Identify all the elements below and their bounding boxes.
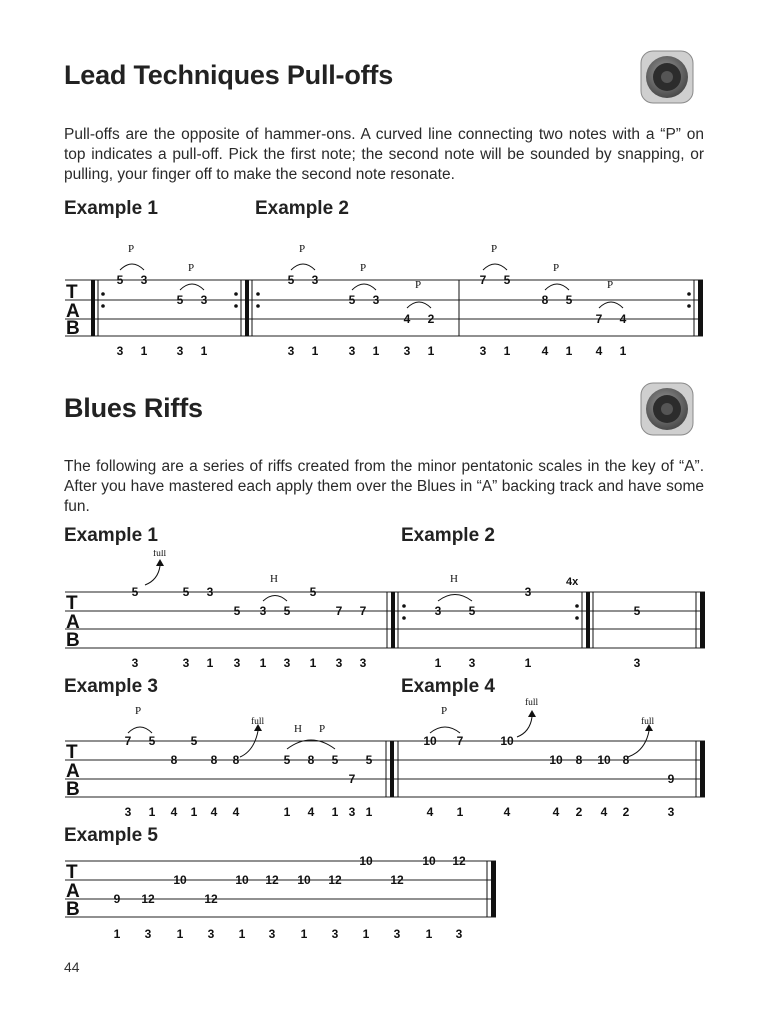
tab-note: 3 xyxy=(200,293,208,307)
pull-off-mark: P xyxy=(415,279,422,291)
finger-number: 2 xyxy=(575,805,583,819)
tab-note: 5 xyxy=(309,585,317,599)
finger-number: 1 xyxy=(113,927,121,941)
tab-note: 5 xyxy=(283,604,291,618)
finger-number: 3 xyxy=(479,344,487,358)
tab-note: 5 xyxy=(633,604,641,618)
tab-note: 8 xyxy=(541,293,549,307)
finger-number: 3 xyxy=(335,656,343,670)
tab-note: 5 xyxy=(116,273,124,287)
finger-number: 3 xyxy=(268,927,276,941)
example3-label: Example 3 xyxy=(64,676,158,697)
bend-label: full xyxy=(641,717,655,727)
finger-number: 1 xyxy=(503,344,511,358)
tab-note: 5 xyxy=(131,585,139,599)
tab-note: 9 xyxy=(113,892,121,906)
finger-number: 1 xyxy=(365,805,373,819)
finger-number: 3 xyxy=(124,805,132,819)
tab-note: 10 xyxy=(422,854,436,868)
finger-number: 1 xyxy=(372,344,380,358)
finger-number: 1 xyxy=(434,656,442,670)
finger-number: 1 xyxy=(259,656,267,670)
pull-off-mark: P xyxy=(441,705,448,717)
finger-number: 3 xyxy=(348,805,356,819)
pull-off-mark: P xyxy=(188,262,195,274)
tab-note: 7 xyxy=(479,273,487,287)
tab-note: 7 xyxy=(456,734,464,748)
tab-note: 12 xyxy=(141,892,155,906)
hammer-on-mark: H xyxy=(294,723,302,735)
tab-note: 8 xyxy=(622,753,630,767)
tab-note: 8 xyxy=(575,753,583,767)
tab-note: 5 xyxy=(176,293,184,307)
finger-number: 3 xyxy=(667,805,675,819)
tab-note: 12 xyxy=(204,892,218,906)
example5-label: Example 5 xyxy=(64,825,158,846)
tab-note: 5 xyxy=(365,753,373,767)
finger-number: 4 xyxy=(232,805,240,819)
tab-staff-2 xyxy=(0,550,768,675)
tab-note: 4 xyxy=(619,312,627,326)
bend-label: full xyxy=(153,550,167,559)
tab-note: 3 xyxy=(259,604,267,618)
tab-note: 9 xyxy=(667,772,675,786)
finger-number: 3 xyxy=(116,344,124,358)
finger-number: 1 xyxy=(619,344,627,358)
finger-number: 4 xyxy=(503,805,511,819)
tab-note: 7 xyxy=(359,604,367,618)
tab-note: 3 xyxy=(434,604,442,618)
tab-note: 12 xyxy=(452,854,466,868)
tab-note: 3 xyxy=(311,273,319,287)
finger-number: 1 xyxy=(140,344,148,358)
tab-note: 12 xyxy=(328,873,342,887)
finger-number: 1 xyxy=(200,344,208,358)
finger-number: 1 xyxy=(190,805,198,819)
tab-note: 10 xyxy=(549,753,563,767)
example1-label: Example 1 xyxy=(64,525,158,546)
pull-off-mark: P xyxy=(128,243,135,255)
tab-note: 3 xyxy=(140,273,148,287)
finger-number: 3 xyxy=(633,656,641,670)
intro-paragraph: Pull-offs are the opposite of hammer-ons. A curved line connecting two notes with a “P” on top indicates a pull-off. Pick the first note; the second note will be sounded by snapping, or pulling, your finger off to make the second note resonate. xyxy=(64,126,704,183)
tab-staff-1 xyxy=(0,230,768,365)
finger-number: 1 xyxy=(238,927,246,941)
tab-note: 12 xyxy=(265,873,279,887)
finger-number: 3 xyxy=(393,927,401,941)
blues-paragraph: The following are a series of riffs created from the minor pentatonic scales in the key of “A”. After you have mastered each apply them over the Blues in “A” backing track and have some fun. xyxy=(64,458,704,515)
finger-number: 1 xyxy=(311,344,319,358)
tab-note: 8 xyxy=(170,753,178,767)
tab-note: 12 xyxy=(390,873,404,887)
finger-number: 1 xyxy=(309,656,317,670)
tab-note: 3 xyxy=(372,293,380,307)
speaker-icon[interactable] xyxy=(638,380,696,438)
tab-note: 8 xyxy=(232,753,240,767)
hammer-on-mark: H xyxy=(450,573,458,585)
tab-note: 8 xyxy=(307,753,315,767)
bend-label: full xyxy=(525,698,539,708)
tab-note: 5 xyxy=(287,273,295,287)
tab-note: 10 xyxy=(597,753,611,767)
tab-note: 3 xyxy=(206,585,214,599)
tab-letter-t: T xyxy=(66,282,78,303)
tab-note: 10 xyxy=(500,734,514,748)
tab-note: 7 xyxy=(595,312,603,326)
finger-number: 3 xyxy=(455,927,463,941)
tab-note: 7 xyxy=(124,734,132,748)
tab-note: 3 xyxy=(524,585,532,599)
tab-note: 10 xyxy=(423,734,437,748)
finger-number: 1 xyxy=(176,927,184,941)
tab-note: 5 xyxy=(331,753,339,767)
tab-note: 8 xyxy=(210,753,218,767)
finger-number: 3 xyxy=(403,344,411,358)
page-number: 44 xyxy=(64,959,80,975)
finger-number: 3 xyxy=(331,927,339,941)
pull-off-mark: P xyxy=(360,262,367,274)
tab-note: 10 xyxy=(173,873,187,887)
tab-note: 4 xyxy=(403,312,411,326)
example4-label: Example 4 xyxy=(401,676,495,697)
finger-number: 3 xyxy=(176,344,184,358)
finger-number: 3 xyxy=(182,656,190,670)
example2-label: Example 2 xyxy=(255,198,349,219)
finger-number: 3 xyxy=(283,656,291,670)
finger-number: 4 xyxy=(600,805,608,819)
finger-number: 1 xyxy=(300,927,308,941)
finger-number: 4 xyxy=(552,805,560,819)
tab-note: 5 xyxy=(233,604,241,618)
finger-number: 4 xyxy=(595,344,603,358)
pull-off-mark: P xyxy=(491,243,498,255)
tab-note: 5 xyxy=(468,604,476,618)
finger-number: 2 xyxy=(622,805,630,819)
tab-letter-b: B xyxy=(66,899,80,920)
finger-number: 4 xyxy=(307,805,315,819)
finger-number: 1 xyxy=(362,927,370,941)
finger-number: 1 xyxy=(456,805,464,819)
section-title: Blues Riffs xyxy=(64,393,203,423)
tab-letter-a: A xyxy=(66,761,80,782)
tab-note: 7 xyxy=(348,772,356,786)
tab-letter-b: B xyxy=(66,630,80,651)
finger-number: 3 xyxy=(233,656,241,670)
finger-number: 3 xyxy=(207,927,215,941)
tab-letter-t: T xyxy=(66,593,78,614)
speaker-icon[interactable] xyxy=(638,48,696,106)
finger-number: 4 xyxy=(541,344,549,358)
pull-off-mark: P xyxy=(299,243,306,255)
repeat-count: 4x xyxy=(566,576,579,588)
finger-number: 1 xyxy=(331,805,339,819)
hammer-on-mark: H xyxy=(270,573,278,585)
tab-note: 5 xyxy=(190,734,198,748)
tab-note: 5 xyxy=(182,585,190,599)
finger-number: 3 xyxy=(468,656,476,670)
tab-letter-a: A xyxy=(66,301,80,322)
finger-number: 4 xyxy=(426,805,434,819)
example1-label: Example 1 xyxy=(64,198,158,219)
tab-staff-3 xyxy=(0,695,768,825)
tab-note: 10 xyxy=(297,873,311,887)
finger-number: 1 xyxy=(427,344,435,358)
tab-note: 5 xyxy=(148,734,156,748)
finger-number: 4 xyxy=(170,805,178,819)
pull-off-mark: P xyxy=(553,262,560,274)
page-title: Lead Techniques Pull-offs xyxy=(64,60,394,90)
tab-letter-b: B xyxy=(66,779,80,800)
pull-off-mark: P xyxy=(319,723,326,735)
tab-note: 5 xyxy=(565,293,573,307)
bend-label: full xyxy=(251,717,265,727)
finger-number: 1 xyxy=(425,927,433,941)
finger-number: 1 xyxy=(524,656,532,670)
example2-label: Example 2 xyxy=(401,525,495,546)
pull-off-mark: P xyxy=(607,279,614,291)
tab-note: 5 xyxy=(283,753,291,767)
tab-note: 2 xyxy=(427,312,435,326)
tab-note: 5 xyxy=(348,293,356,307)
finger-number: 3 xyxy=(287,344,295,358)
tab-letter-t: T xyxy=(66,742,78,763)
tab-letter-b: B xyxy=(66,318,80,339)
tab-note: 7 xyxy=(335,604,343,618)
tab-staff-4 xyxy=(0,845,768,945)
finger-number: 1 xyxy=(206,656,214,670)
tab-note: 5 xyxy=(503,273,511,287)
finger-number: 3 xyxy=(131,656,139,670)
finger-number: 1 xyxy=(283,805,291,819)
finger-number: 3 xyxy=(348,344,356,358)
finger-number: 3 xyxy=(144,927,152,941)
tab-letter-a: A xyxy=(66,612,80,633)
tab-letter-a: A xyxy=(66,881,80,902)
finger-number: 1 xyxy=(565,344,573,358)
finger-number: 1 xyxy=(148,805,156,819)
finger-number: 3 xyxy=(359,656,367,670)
finger-number: 4 xyxy=(210,805,218,819)
tab-letter-t: T xyxy=(66,862,78,883)
tab-note: 10 xyxy=(359,854,373,868)
pull-off-mark: P xyxy=(135,705,142,717)
tab-note: 10 xyxy=(235,873,249,887)
